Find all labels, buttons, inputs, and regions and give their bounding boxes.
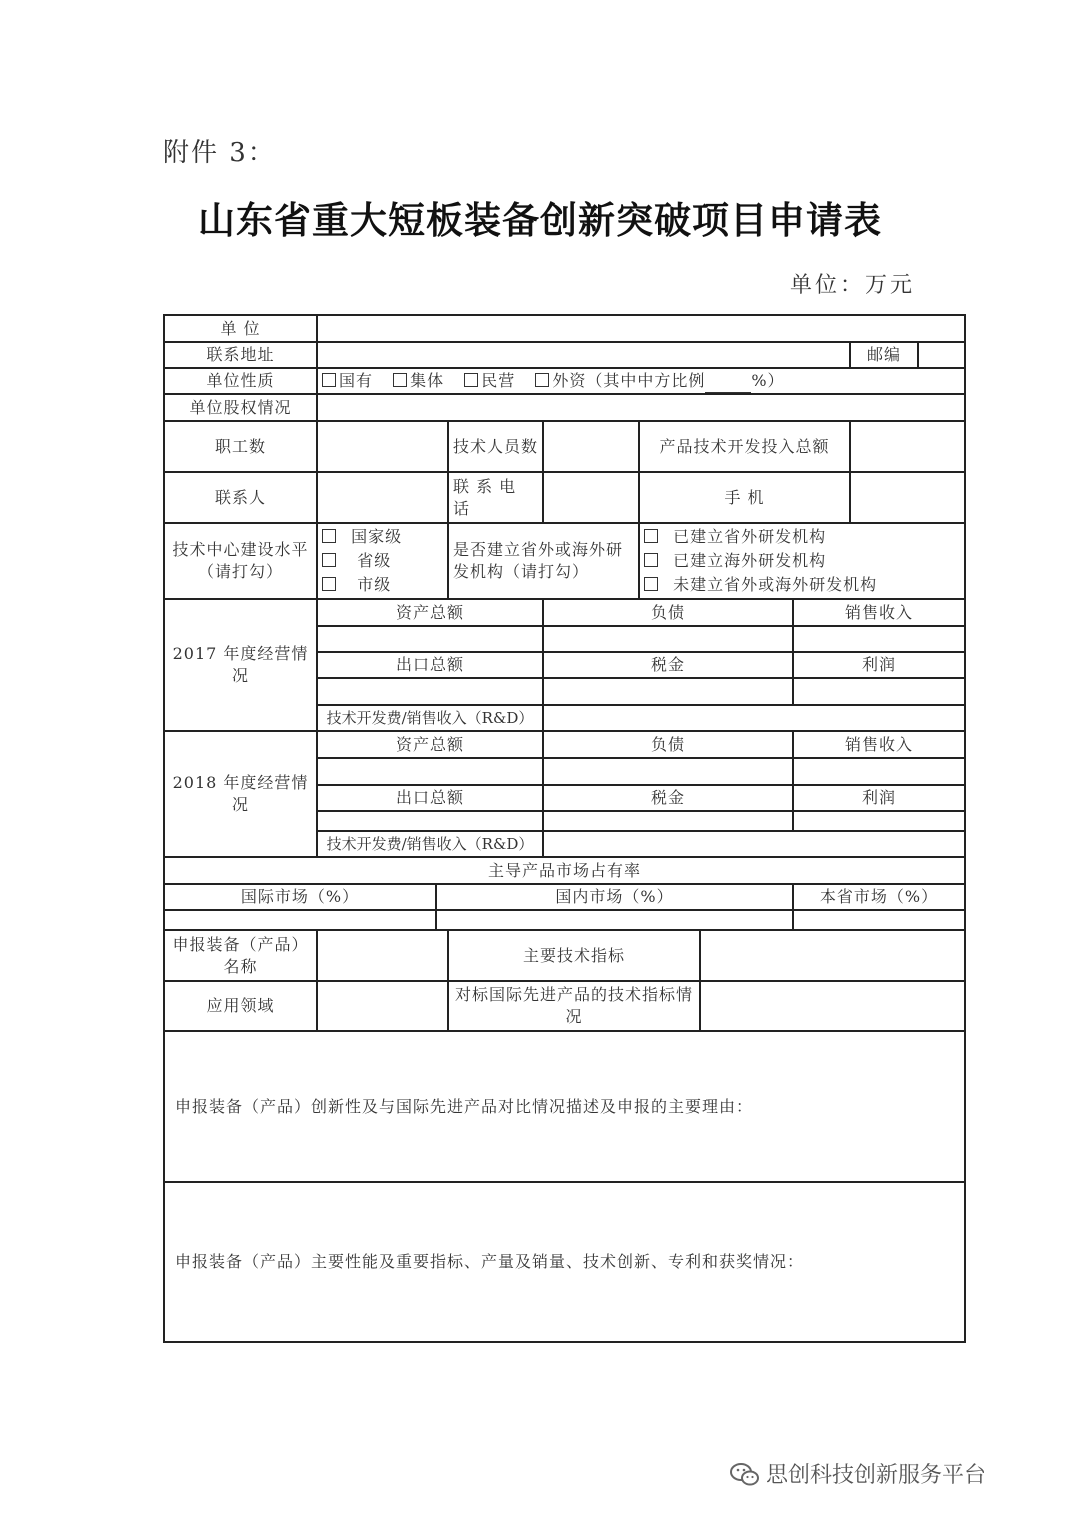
header-profit: 利润 bbox=[793, 652, 965, 678]
header-domestic-market: 国内市场（%） bbox=[436, 884, 793, 910]
field-phone[interactable] bbox=[543, 472, 639, 523]
field-2017-rd-ratio[interactable] bbox=[543, 705, 965, 731]
field-performance-desc[interactable]: 申报装备（产品）主要性能及重要指标、产量及销量、技术创新、专利和获奖情况： bbox=[164, 1182, 965, 1342]
field-2017-sales[interactable] bbox=[793, 626, 965, 652]
field-intl-market[interactable] bbox=[164, 910, 436, 930]
checkbox-icon bbox=[393, 373, 407, 387]
field-unit-name[interactable] bbox=[317, 315, 965, 342]
option-foreign[interactable]: 外资（其中中方比例 %） bbox=[535, 370, 784, 393]
header-assets: 资产总额 bbox=[317, 731, 543, 758]
checkbox-icon bbox=[644, 577, 658, 591]
page-title: 山东省重大短板装备创新突破项目申请表 bbox=[198, 199, 882, 242]
label-2018-rd-ratio: 技术开发费/销售收入（R&D） bbox=[317, 831, 543, 857]
nature-options bbox=[317, 368, 965, 394]
watermark-text: 思创科技创新服务平台 bbox=[766, 1463, 987, 1488]
checkbox-icon bbox=[322, 553, 336, 567]
label-equity: 单位股权情况 bbox=[164, 394, 317, 421]
option-private[interactable]: 民营 bbox=[464, 370, 515, 392]
label-phone: 联 系 电 话 bbox=[448, 472, 543, 523]
field-postcode[interactable] bbox=[918, 342, 965, 368]
option-none[interactable]: 未建立省外或海外研发机构 bbox=[644, 573, 960, 597]
label-postcode: 邮编 bbox=[850, 342, 918, 368]
field-2018-exports[interactable] bbox=[317, 811, 543, 831]
label-address: 联系地址 bbox=[164, 342, 317, 368]
field-2017-profit[interactable] bbox=[793, 678, 965, 705]
header-sales: 销售收入 bbox=[793, 599, 965, 626]
checkbox-icon bbox=[464, 373, 478, 387]
header-intl-market: 国际市场（%） bbox=[164, 884, 436, 910]
annex-label: 附件 3： bbox=[163, 138, 276, 168]
overseas-options bbox=[639, 523, 965, 599]
header-exports: 出口总额 bbox=[317, 785, 543, 811]
checkbox-icon bbox=[322, 373, 336, 387]
header-assets: 资产总额 bbox=[317, 599, 543, 626]
field-domestic-market[interactable] bbox=[436, 910, 793, 930]
label-tech-staff: 技术人员数 bbox=[448, 421, 543, 472]
label-2018: 2018 年度经营情况 bbox=[164, 731, 317, 857]
field-innovation-desc[interactable]: 申报装备（产品）创新性及与国际先进产品对比情况描述及申报的主要理由： bbox=[164, 1031, 965, 1182]
field-2017-tax[interactable] bbox=[543, 678, 793, 705]
tech-center-options bbox=[317, 523, 448, 599]
field-employees[interactable] bbox=[317, 421, 448, 472]
header-tax: 税金 bbox=[543, 785, 793, 811]
label-employees: 职工数 bbox=[164, 421, 317, 472]
field-contact[interactable] bbox=[317, 472, 448, 523]
label-benchmark: 对标国际先进产品的技术指标情况 bbox=[448, 981, 700, 1031]
option-overseas[interactable]: 已建立海外研发机构 bbox=[644, 549, 960, 573]
checkbox-icon bbox=[322, 577, 336, 591]
label-unit-name: 单 位 bbox=[164, 315, 317, 342]
label-rd-total: 产品技术开发投入总额 bbox=[639, 421, 850, 472]
field-mobile[interactable] bbox=[850, 472, 965, 523]
header-liabilities: 负债 bbox=[543, 731, 793, 758]
label-contact: 联系人 bbox=[164, 472, 317, 523]
field-2017-assets[interactable] bbox=[317, 626, 543, 652]
checkbox-icon bbox=[644, 529, 658, 543]
label-2017-rd-ratio: 技术开发费/销售收入（R&D） bbox=[317, 705, 543, 731]
field-equity[interactable] bbox=[317, 394, 965, 421]
application-form bbox=[163, 314, 966, 1343]
field-2018-tax[interactable] bbox=[543, 811, 793, 831]
label-tech-center: 技术中心建设水平（请打勾） bbox=[164, 523, 317, 599]
label-application: 应用领域 bbox=[164, 981, 317, 1031]
header-liabilities: 负债 bbox=[543, 599, 793, 626]
label-2017: 2017 年度经营情况 bbox=[164, 599, 317, 731]
field-2018-profit[interactable] bbox=[793, 811, 965, 831]
label-nature: 单位性质 bbox=[164, 368, 317, 394]
label-market-share: 主导产品市场占有率 bbox=[164, 857, 965, 884]
header-tax: 税金 bbox=[543, 652, 793, 678]
field-2018-sales[interactable] bbox=[793, 758, 965, 785]
label-main-indicators: 主要技术指标 bbox=[448, 930, 700, 981]
label-product-name: 申报装备（产品）名称 bbox=[164, 930, 317, 981]
unit-label: 单位：万元 bbox=[790, 273, 916, 298]
wechat-icon bbox=[730, 1462, 760, 1494]
field-2018-rd-ratio[interactable] bbox=[543, 831, 965, 857]
option-outside-province[interactable]: 已建立省外研发机构 bbox=[644, 525, 960, 549]
field-application[interactable] bbox=[317, 981, 448, 1031]
field-2018-assets[interactable] bbox=[317, 758, 543, 785]
option-collective[interactable]: 集体 bbox=[393, 370, 444, 392]
header-province-market: 本省市场（%） bbox=[793, 884, 965, 910]
option-national[interactable]: 国家级 bbox=[322, 525, 443, 549]
option-state-owned[interactable]: 国有 bbox=[322, 370, 373, 392]
option-municipal[interactable]: 市级 bbox=[322, 573, 443, 597]
label-mobile: 手 机 bbox=[639, 472, 850, 523]
option-provincial[interactable]: 省级 bbox=[322, 549, 443, 573]
field-product-name[interactable] bbox=[317, 930, 448, 981]
checkbox-icon bbox=[322, 529, 336, 543]
field-2018-liabilities[interactable] bbox=[543, 758, 793, 785]
watermark bbox=[730, 1458, 986, 1494]
field-province-market[interactable] bbox=[793, 910, 965, 930]
header-sales: 销售收入 bbox=[793, 731, 965, 758]
field-2017-liabilities[interactable] bbox=[543, 626, 793, 652]
field-main-indicators[interactable] bbox=[700, 930, 965, 981]
field-chinese-ratio[interactable] bbox=[705, 370, 751, 393]
field-benchmark[interactable] bbox=[700, 981, 965, 1031]
label-overseas: 是否建立省外或海外研发机构（请打勾） bbox=[448, 523, 639, 599]
field-tech-staff[interactable] bbox=[543, 421, 639, 472]
header-profit: 利润 bbox=[793, 785, 965, 811]
field-rd-total[interactable] bbox=[850, 421, 965, 472]
header-exports: 出口总额 bbox=[317, 652, 543, 678]
checkbox-icon bbox=[535, 373, 549, 387]
checkbox-icon bbox=[644, 553, 658, 567]
field-address[interactable] bbox=[317, 342, 850, 368]
field-2017-exports[interactable] bbox=[317, 678, 543, 705]
